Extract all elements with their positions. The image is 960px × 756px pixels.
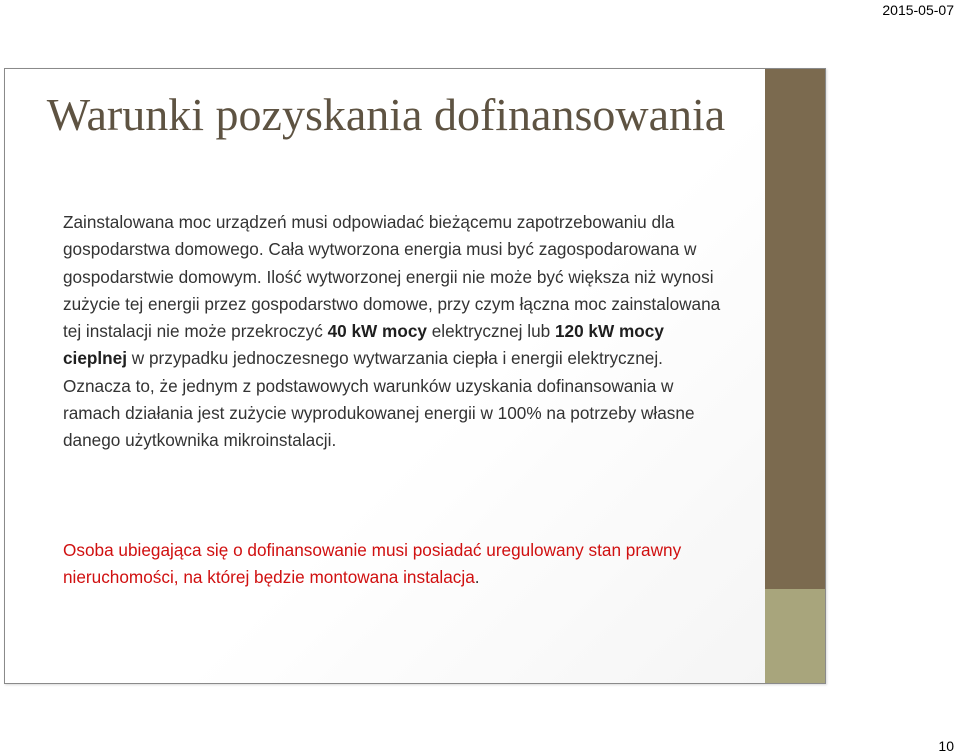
note-period: . <box>474 567 480 588</box>
body-bold-heat-power: 120 kW mocy cieplnej <box>63 321 664 369</box>
body-text-part-1: Zainstalowana moc urządzeń musi odpowiadać bieżącemu zapotrzebowaniu dla gospodarstwa domowego. Cała wytworzona energia musi być zagospodarowana w gospodarstwie domowym. Ilość wytworzonej energii nie może być większa niż wynosi zużycie tej energii przez gospodarstwo domowe, przy czym łączna moc zainstalowana tej instalacji nie może przekroczyć <box>63 212 721 342</box>
slide-note-paragraph <box>63 537 723 592</box>
slide-body-paragraph <box>63 209 723 455</box>
page-number: 10 <box>938 738 954 754</box>
body-bold-electric-power: 40 kW mocy <box>327 321 427 342</box>
slide <box>4 68 826 684</box>
note-text: Osoba ubiegająca się o dofinansowanie musi posiadać uregulowany stan prawny nieruchomości, na której będzie montowana instalacja <box>63 540 682 588</box>
slide-title: Warunki pozyskania dofinansowania <box>46 89 726 140</box>
slide-side-accent <box>765 589 825 684</box>
header-date: 2015-05-07 <box>882 2 954 18</box>
body-text-part-2: elektrycznej lub <box>426 321 555 342</box>
body-text-part-3: w przypadku jednoczesnego wytwarzania ciepła i energii elektrycznej. Oznacza to, że jednym z podstawowych warunków uzyskania dofinansowania w ramach działania jest zużycie wyprodukowanej energii w 100% na potrzeby własne danego użytkownika mikroinstalacji. <box>63 348 695 451</box>
